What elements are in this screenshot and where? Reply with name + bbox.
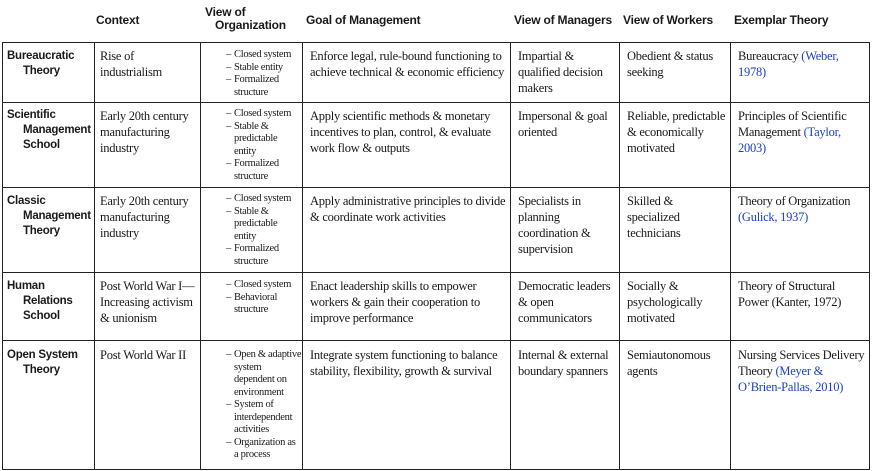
theory-cell: Principles of Scientific Management (Taylor, 2003) xyxy=(738,109,847,155)
row-divider xyxy=(2,340,870,341)
row-label-open-system: Open System Theory xyxy=(7,349,78,376)
theory-cell: Theory of Organization (Gulick, 1937) xyxy=(738,194,851,224)
column-divider xyxy=(200,42,201,470)
row-divider xyxy=(2,42,870,43)
citation-link[interactable]: (Gulick, 1937) xyxy=(738,210,809,224)
managers-cell: Impartial & qualified decision makers xyxy=(518,49,603,95)
goal-cell: Integrate system functioning to balance stability, flexibility, growth & survival xyxy=(310,348,498,378)
goal-cell: Enact leadership skills to empower workers & gain their cooperation to improve performance xyxy=(310,279,481,325)
goal-cell: Apply scientific methods & monetary incentives to plan, control, & evaluate work flow & outputs xyxy=(310,109,491,155)
row-label-bureaucratic: Bureaucratic Theory xyxy=(7,50,75,77)
managers-cell: Impersonal & goal oriented xyxy=(518,109,608,139)
goal-cell: Apply administrative principles to divide & coordinate work activities xyxy=(310,194,506,224)
header-view-of-workers: View of Workers xyxy=(623,13,713,27)
theory-cell: Bureaucracy (Weber, 1978) xyxy=(738,49,839,79)
citation-link[interactable]: (Weber, 1978) xyxy=(738,49,839,79)
column-divider xyxy=(94,42,95,470)
column-divider xyxy=(510,42,511,470)
organization-cell: – Open & adaptive system dependent on environment – System of interdependent activities – Organization as a process xyxy=(226,349,302,462)
column-divider xyxy=(2,42,3,470)
organization-cell: – Closed system – Behavioral structure xyxy=(226,279,298,317)
column-divider xyxy=(869,42,870,470)
context-cell: Early 20th century manufacturing industry xyxy=(100,194,189,240)
workers-cell: Obedient & status seeking xyxy=(627,49,714,79)
header-context: Context xyxy=(96,13,140,27)
goal-cell: Enforce legal, rule-bound functioning to achieve technical & economic efficiency xyxy=(310,49,505,79)
context-cell: Post World War II xyxy=(100,348,186,362)
header-goal-of-management: Goal of Management xyxy=(306,13,421,27)
workers-cell: Semiautonomous agents xyxy=(627,348,711,378)
row-divider xyxy=(2,469,870,470)
row-label-classic-management: Classic Management Theory xyxy=(7,195,91,237)
row-divider xyxy=(2,187,870,188)
organization-cell: – Closed system – Stable entity – Formalized structure xyxy=(226,49,298,99)
row-label-human-relations: Human Relations School xyxy=(7,280,73,322)
header-exemplar-theory: Exemplar Theory xyxy=(734,13,829,27)
citation-link[interactable]: (Meyer & O’Brien-Pallas, 2010) xyxy=(738,364,844,394)
context-cell: Post World War I— Increasing activism & unionism xyxy=(100,279,195,325)
row-label-scientific-management: Scientific Management School xyxy=(7,109,91,151)
citation-link[interactable]: (Taylor, 2003) xyxy=(738,125,841,155)
theory-cell: Nursing Services Delivery Theory (Meyer & O’Brien-Pallas, 2010) xyxy=(738,348,865,394)
organization-cell: – Closed system – Stable & predictable entity – Formalized structure xyxy=(226,108,298,183)
column-divider xyxy=(730,42,731,470)
workers-cell: Reliable, predictable & economically motivated xyxy=(627,109,726,155)
context-cell: Rise of industrialism xyxy=(100,49,163,79)
managers-cell: Democratic leaders & open communicators xyxy=(518,279,611,325)
managers-cell: Internal & external boundary spanners xyxy=(518,348,609,378)
workers-cell: Skilled & specialized technicians xyxy=(627,194,681,240)
column-divider xyxy=(619,42,620,470)
column-divider xyxy=(302,42,303,470)
theory-cell: Theory of Structural Power (Kanter, 1972) xyxy=(738,279,842,309)
row-divider xyxy=(2,102,870,103)
organization-cell: – Closed system – Stable & predictable entity – Formalized structure xyxy=(226,193,298,268)
context-cell: Early 20th century manufacturing industry xyxy=(100,109,189,155)
header-view-of-organization: View of Organization xyxy=(205,5,286,32)
managers-cell: Specialists in planning coordination & supervision xyxy=(518,194,591,256)
header-view-of-managers: View of Managers xyxy=(514,13,612,27)
row-divider xyxy=(2,272,870,273)
workers-cell: Socially & psychologically motivated xyxy=(627,279,703,325)
